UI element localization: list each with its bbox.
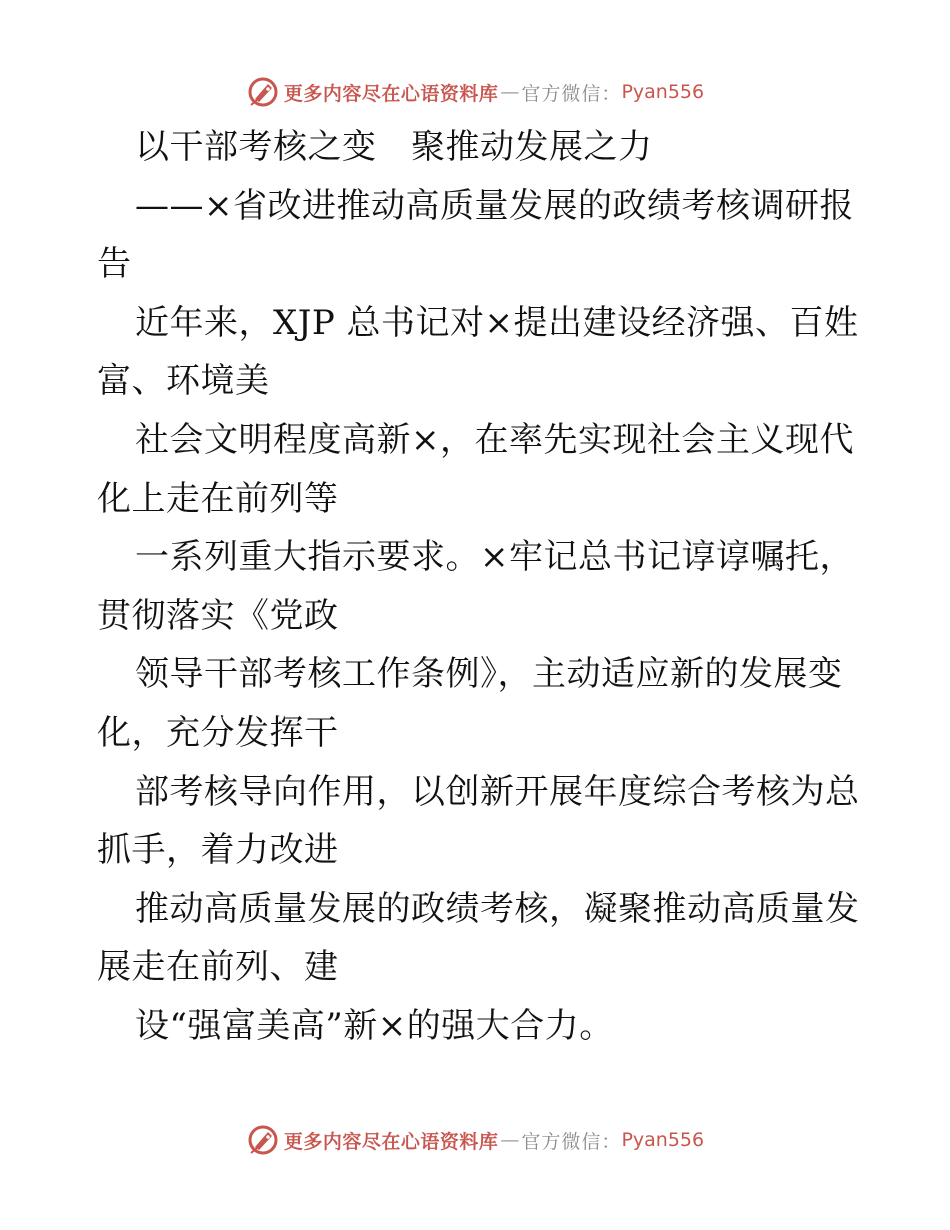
watermark-dash: — [500,1129,520,1151]
watermark-id-text: Pyan556 [621,81,705,103]
watermark-main-text: 更多内容尽在心语资料库 [283,1130,499,1153]
paragraph-line: 近年来，XJP 总书记对×提出建设经济强、百姓 [135,302,859,343]
paragraph-line-wrap: 抓手，着力改进 [97,830,339,871]
paragraph-line-wrap: 展走在前列、建 [97,947,339,988]
paragraph-line: 社会文明程度高新×，在率先实现社会主义现代 [135,419,854,460]
watermark-main-text: 更多内容尽在心语资料库 [283,82,499,105]
paragraph-line: 设“强富美高”新×的强大合力。 [135,1005,614,1046]
paragraph-line: 推动高质量发展的政绩考核，凝聚推动高质量发 [135,888,860,929]
watermark-sub-text: 官方微信： [521,82,622,105]
paragraph-line-wrap: 贯彻落实《党政 [97,595,339,636]
doc-subtitle-line: ——×省改进推动高质量发展的政绩考核调研报 [135,185,854,226]
document-body [97,118,860,1056]
paragraph-line: 部考核导向作用，以创新开展年度综合考核为总 [135,771,860,812]
header-watermark [0,72,950,112]
pen-nib-logo-icon [246,75,280,109]
footer-watermark [0,1120,950,1160]
pen-nib-logo-icon [246,1123,280,1157]
paragraph-line-wrap: 化，充分发挥干 [97,712,339,753]
watermark-id-text: Pyan556 [621,1129,705,1151]
doc-title: 以干部考核之变 聚推动发展之力 [135,127,653,167]
watermark-dash: — [500,81,520,103]
paragraph-line-wrap: 化上走在前列等 [97,478,339,519]
doc-subtitle-wrap: 告 [97,244,132,285]
paragraph-line-wrap: 富、环境美 [97,361,270,402]
paragraph-line: 领导干部考核工作条例》，主动适应新的发展变 [135,654,843,695]
watermark-sub-text: 官方微信： [521,1130,622,1153]
paragraph-line: 一系列重大指示要求。×牢记总书记谆谆嘱托， [135,537,854,578]
